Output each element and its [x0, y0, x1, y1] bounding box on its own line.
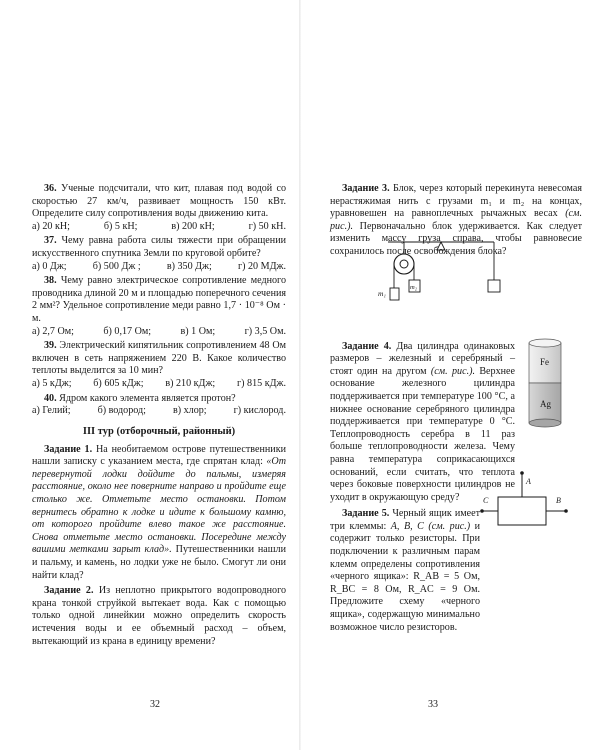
option-d: г) кислород.: [233, 405, 286, 417]
question-37: [32, 235, 286, 273]
answer-options: [32, 221, 286, 234]
question-text: Ядром какого элемента является протон?: [59, 392, 236, 404]
terminal-c: [480, 509, 484, 513]
cylinder-top: [529, 339, 561, 347]
label-c: C: [483, 496, 489, 505]
task-label: Задание 5.: [342, 508, 390, 520]
option-a: а) 2,7 Ом;: [32, 325, 74, 337]
black-box: [498, 497, 546, 525]
option-c: в) 210 кДж;: [165, 377, 216, 389]
option-c: в) 350 Дж;: [166, 260, 212, 272]
question-text: Электрический кипятильник сопротивлением 48 Ом включен в сеть напряжением 220 В. Какое количество теплоты выделится за 10 мин?: [32, 340, 286, 377]
page-number: 33: [428, 699, 438, 710]
fe-label: Fe: [540, 357, 549, 367]
question-text: Чему равна работа силы тяжести при обращении искусственного спутника Земли по круговой орбите?: [32, 235, 286, 259]
pulley-axle: [400, 260, 408, 268]
task-text: Черный ящик имеет три клеммы:: [330, 508, 480, 532]
question-number: 38.: [44, 275, 57, 287]
answer-options: [32, 261, 286, 274]
answer-options: [32, 378, 286, 391]
task-text: На необитаемом острове путешественники нашли записку с указанием места, где спрятан клад:: [32, 443, 286, 468]
option-b: б) 605 кДж;: [93, 377, 144, 389]
question-number: 39.: [44, 340, 57, 352]
task-5: [330, 508, 480, 634]
task-1: [32, 444, 286, 583]
figure-ref: (см. рис.).: [430, 365, 475, 377]
answer-options: [32, 405, 286, 418]
task-label: Задание 4.: [342, 340, 392, 352]
black-box-figure: [480, 470, 570, 560]
option-c: в) 1 Ом;: [180, 325, 216, 337]
terminals: A, B, C: [390, 520, 424, 532]
question-number: 40.: [44, 392, 57, 404]
counterweight: [488, 280, 500, 292]
task-text-continued: Верхнее основание железного цилиндра поддерживается при температуре 100 °С, а нижнее основание серебряного цилиндра поддерживается при температуре 0 °С. Теплопроводность серебра в 11 раз больше теплопроводности железа. Чему равна температура соприкасающихся оснований, если считать, что теплота через боковые поверхности цилиндров не уходит в окружающую среду?: [330, 365, 515, 503]
cylinder-bottom: [529, 419, 561, 427]
option-d: г) 3,5 Ом.: [244, 325, 286, 337]
m1-label: m₁: [378, 289, 387, 298]
figure-ref: (см. рис.).: [330, 208, 582, 232]
fulcrum: [437, 242, 445, 250]
question-text: Ученые подсчитали, что кит, плавая под водой со скоростью 27 км/ч, развивает мощность 150 кВт. Определите силу сопротивления воды движению кита.: [32, 183, 286, 220]
question-number: 37.: [44, 235, 57, 247]
option-a: а) 0 Дж;: [32, 260, 67, 272]
option-d: г) 50 кН.: [248, 220, 286, 232]
answer-options: [32, 326, 286, 339]
label-a: A: [526, 477, 531, 486]
task-text-continued: Первоначально блок удерживается. Как следует изменить массу груза справа, чтобы равновесие сохранилось после освобождения блока?: [330, 220, 582, 257]
tour-heading: III тур (отборочный, районный): [82, 425, 236, 437]
right-page: [300, 0, 600, 750]
terminal-a: [520, 471, 524, 475]
task-2: [32, 585, 286, 648]
ag-label: Ag: [540, 399, 551, 409]
option-b: б) 500 Дж ;: [92, 260, 141, 272]
option-a: а) 5 кДж;: [32, 377, 72, 389]
task-question: Путешественники нашли и пальму, и камень, но лодки уже не было. Смогут ли они найти клад?: [32, 544, 286, 581]
balance-figure: [378, 240, 502, 312]
m2-label: m₂: [410, 284, 417, 291]
pulley-outer: [394, 254, 414, 274]
option-b: б) 0,17 Ом;: [103, 325, 152, 337]
page-number: 32: [150, 699, 160, 710]
figure-ref: (см. рис.): [428, 520, 471, 532]
question-number: 36.: [44, 183, 57, 194]
option-c: в) 200 кН;: [171, 220, 215, 232]
option-a: а) Гелий;: [32, 405, 71, 417]
option-b: б) 5 кН;: [103, 220, 138, 232]
question-36: [32, 183, 286, 233]
task-label: Задание 3.: [342, 183, 390, 194]
label-b: B: [556, 496, 561, 505]
task-label: Задание 1.: [44, 443, 93, 455]
question-40: [32, 393, 286, 418]
option-c: в) хлор;: [172, 405, 207, 417]
task-text: Два цилиндра одинаковых размеров – железный и серебряный – стоят один на другом: [330, 340, 516, 377]
question-38: [32, 275, 286, 338]
task-quote: «От перевернутой лодки дойдите до пальмы, измеряя расстояние, около нее поверните направо и пройдите еще столько же. Отметьте место остановки. Потом вернитесь обратно к лодке и идите к большому камню, от которого пройдите влево такое же расстояние. Снова отметьте место остановки. Посередине между вашими метками зарыт клад».: [32, 456, 286, 556]
question-text: Чему равно электрическое сопротивление медного проводника длиной 20 м и площадью поперечного сечения 2 мм²? Удельное сопротивление меди равно 1,7 · 10⁻⁸ Ом · м.: [32, 275, 287, 324]
question-39: [32, 340, 286, 390]
option-a: а) 20 кН;: [32, 220, 70, 232]
task-text: Из неплотно прикрытого водопроводного крана тонкой струйкой вытекает вода. Как с помощью только одной линейкии можно определить скорость истечения воды и ее объемный расход – объем, вытекающий из крана в единицу времени?: [32, 585, 287, 647]
option-d: г) 815 кДж.: [237, 377, 286, 389]
mass-m1: [390, 288, 399, 300]
task-text-continued: и содержит только резисторы. При подключении к различным парам клемм определены сопротивления «черного ящика»: R_AB = 5 Ом, R_BC = 8 Ом, R_AC = 9 Ом. Предложите схему «черного ящика», содержащую минимально возможное число резисторов.: [330, 520, 481, 633]
task-text: Блок, через который перекинута невесомая нерастяжимая нить с грузами m₁ и m₂ на концах, уравновешен на равноплечных рычажных весах: [330, 183, 582, 220]
option-d: г) 20 МДж.: [237, 260, 286, 272]
task-label: Задание 2.: [44, 585, 94, 597]
option-b: б) водород;: [97, 405, 146, 417]
terminal-b: [564, 509, 568, 513]
cylinders-figure: [526, 335, 566, 431]
